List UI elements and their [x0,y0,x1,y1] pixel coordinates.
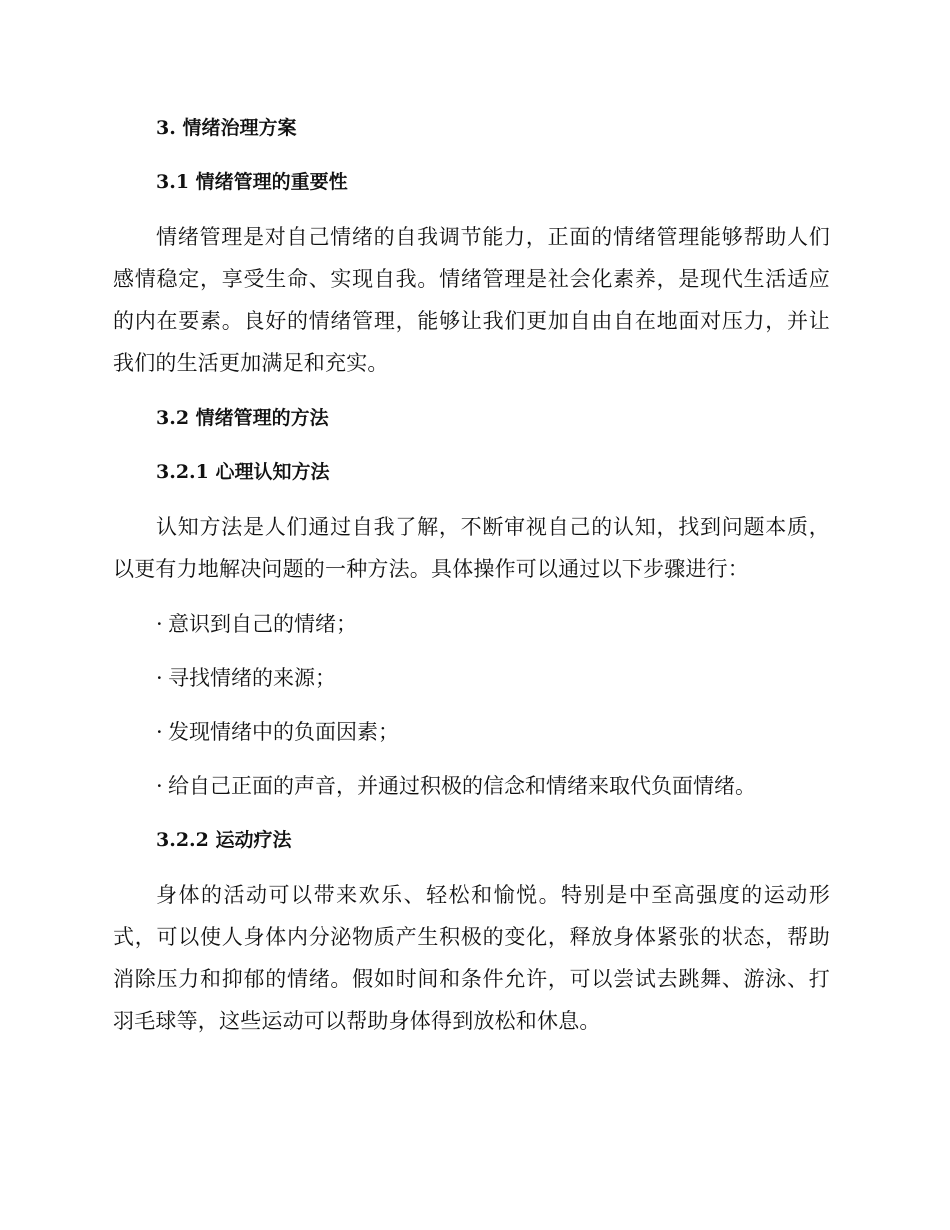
paragraph-cognitive-method: 认知方法是人们通过自我了解，不断审视自己的认知，找到问题本质，以更有力地解决问题的一种方法。具体操作可以通过以下步骤进行： [113,515,830,581]
section-heading-3-1: 3.1 情绪管理的重要性 [156,171,348,193]
list-item-text: 寻找情绪的来源； [168,666,336,690]
section-heading-3-2-2: 3.2.2 运动疗法 [156,829,292,851]
list-item [113,658,830,698]
list-item [113,766,830,806]
section-heading-3: 3. 情绪治理方案 [156,117,297,139]
section-heading-3-2: 3.2 情绪管理的方法 [156,407,329,429]
bullet-dot-icon: · [156,720,163,744]
paragraph-importance: 情绪管理是对自己情绪的自我调节能力，正面的情绪管理能够帮助人们感情稳定，享受生命、实现自我。情绪管理是社会化素养，是现代生活适应的内在要素。良好的情绪管理，能够让我们更加自由自在地面对压力，并让我们的生活更加满足和充实。 [113,225,830,375]
list-item-text: 意识到自己的情绪； [168,612,357,636]
paragraph-exercise-therapy: 身体的活动可以带来欢乐、轻松和愉悦。特别是中至高强度的运动形式，可以使人身体内分泌物质产生积极的变化，释放身体紧张的状态，帮助消除压力和抑郁的情绪。假如时间和条件允许，可以尝试去跳舞、游泳、打羽毛球等，这些运动可以帮助身体得到放松和休息。 [113,883,830,1033]
document-body [113,108,830,1056]
list-item-text: 给自己正面的声音，并通过积极的信念和情绪来取代负面情绪。 [168,774,756,798]
bullet-dot-icon: · [156,612,163,636]
bullet-dot-icon: · [156,774,163,798]
bullet-dot-icon: · [156,666,163,690]
section-heading-3-2-1: 3.2.1 心理认知方法 [156,461,330,483]
list-item-text: 发现情绪中的负面因素； [168,720,399,744]
list-item [113,712,830,752]
list-item [113,604,830,644]
